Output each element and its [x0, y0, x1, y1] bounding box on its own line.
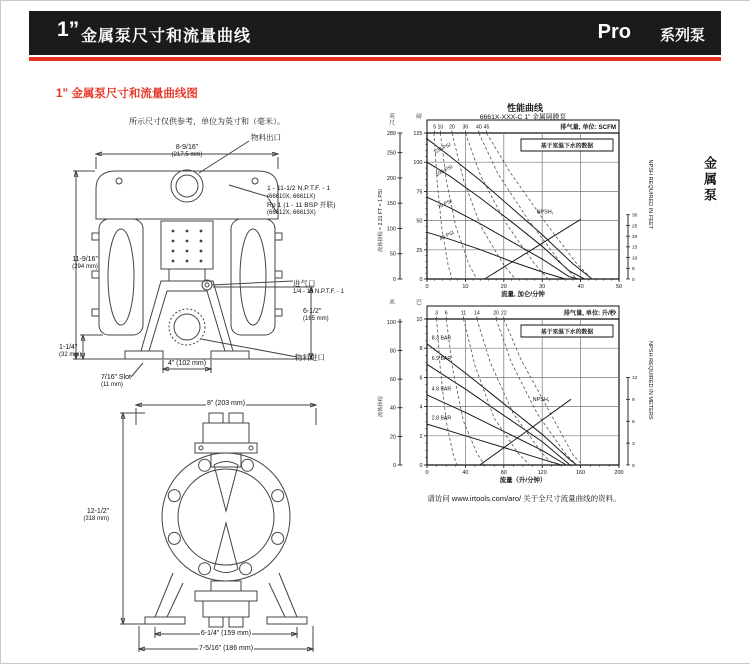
- svg-text:0: 0: [425, 470, 429, 476]
- svg-text:10: 10: [416, 317, 423, 323]
- slot-mm: (11 mm): [101, 382, 123, 389]
- footer-note: [359, 493, 689, 504]
- svg-text:2: 2: [419, 433, 423, 440]
- air-height-value: 6-1/2”: [303, 308, 322, 315]
- svg-text:45: 45: [483, 124, 490, 131]
- svg-text:0: 0: [425, 284, 429, 290]
- svg-text:基于室温下水的数据: 基于室温下水的数据: [540, 329, 594, 336]
- svg-text:0: 0: [419, 463, 423, 469]
- svg-text:5: 5: [433, 124, 437, 131]
- svg-text:22: 22: [500, 310, 507, 317]
- svg-text:80: 80: [500, 470, 507, 476]
- page-header-bar: [29, 11, 721, 55]
- side-foot-span-dim: [186, 629, 266, 638]
- side-tab-metal-pump: 金属泵: [702, 156, 717, 204]
- svg-text:120 PSI: 120 PSI: [432, 142, 453, 156]
- page-title: 金属泵尺寸和流量曲线: [81, 28, 252, 45]
- air-inlet-dim: [293, 279, 344, 297]
- foot-height-mm: (32 mm): [59, 352, 82, 359]
- svg-text:尺: 尺: [389, 120, 395, 127]
- side-base-width-dim: [186, 644, 266, 653]
- svg-text:25: 25: [632, 224, 638, 230]
- svg-text:流体扬程 ≈ 2.31 FT = 1 PSI: 流体扬程 ≈ 2.31 FT = 1 PSI: [378, 189, 384, 253]
- svg-text:NPSH REQUIRED IN FEET: NPSH REQUIRED IN FEET: [647, 159, 653, 230]
- side-foot-span-value: 6-1/4” (159 mm): [200, 630, 252, 637]
- svg-text:3: 3: [435, 310, 439, 317]
- slot-value: 7/16” Slot: [101, 374, 131, 381]
- side-height-value: 12-1/2”: [86, 508, 109, 515]
- side-width-dim: [186, 399, 266, 408]
- performance-chart-imperial: [375, 111, 675, 311]
- foot-height-dim: [59, 343, 81, 360]
- svg-text:磅: 磅: [416, 114, 422, 120]
- side-height-mm: (318 mm): [83, 516, 109, 523]
- svg-text:基于室温下水的数据: 基于室温下水的数据: [540, 143, 594, 150]
- svg-text:排气量, 单位: 升/秒: 排气量, 单位: 升/秒: [563, 310, 616, 317]
- svg-text:流量, 加仑/分钟: 流量, 加仑/分钟: [501, 291, 545, 298]
- bolt-span-value: 4” (102 mm): [167, 360, 207, 367]
- svg-text:英: 英: [389, 114, 395, 120]
- svg-text:125: 125: [413, 131, 423, 137]
- svg-text:4.8 BAR: 4.8 BAR: [431, 386, 452, 393]
- svg-text:80: 80: [389, 348, 396, 355]
- front-height-dim: [61, 255, 109, 272]
- svg-text:10: 10: [437, 124, 444, 131]
- header-size-prefix: 1”: [57, 18, 80, 41]
- svg-text:6: 6: [419, 375, 423, 382]
- svg-text:8.3 BAR: 8.3 BAR: [431, 335, 452, 342]
- thread-nptf-models: (66610X, 66611X): [267, 193, 316, 200]
- outlet-label: 物料出口: [251, 133, 281, 142]
- series-name: Pro: [597, 21, 631, 43]
- svg-text:20: 20: [493, 310, 500, 317]
- svg-text:NPSHr: NPSHr: [536, 209, 554, 216]
- air-inlet-label: 进气口: [293, 279, 316, 288]
- dimension-note: 所示尺寸仅供参考，单位为英寸和（毫米）。: [129, 117, 285, 126]
- svg-text:15: 15: [632, 245, 638, 251]
- air-height-mm: (165 mm): [303, 316, 329, 323]
- svg-text:30: 30: [632, 213, 638, 219]
- svg-text:160: 160: [576, 470, 586, 476]
- series-suffix: 系列泵: [659, 27, 705, 44]
- svg-text:10: 10: [462, 284, 469, 290]
- svg-text:40: 40: [462, 470, 469, 476]
- svg-text:6: 6: [444, 310, 448, 317]
- svg-text:50: 50: [389, 251, 396, 258]
- foot-height-value: 1-1/4”: [59, 344, 78, 351]
- front-width-mm: (217.5 mm): [171, 152, 203, 159]
- side-height-dim: [55, 507, 109, 524]
- svg-text:0: 0: [392, 463, 396, 469]
- svg-text:4: 4: [419, 404, 423, 411]
- svg-text:20: 20: [389, 434, 396, 441]
- footer-url-link[interactable]: www.irtools.com/aro/: [451, 494, 522, 503]
- svg-text:200: 200: [614, 470, 624, 476]
- svg-text:20: 20: [500, 284, 507, 290]
- svg-text:米: 米: [389, 300, 395, 306]
- svg-text:8: 8: [419, 346, 423, 353]
- svg-text:50: 50: [615, 284, 623, 290]
- front-width-value: 8-9/16”: [175, 144, 199, 151]
- svg-text:40: 40: [475, 124, 482, 131]
- svg-text:20: 20: [449, 124, 455, 131]
- svg-text:11: 11: [460, 310, 467, 317]
- side-width-value: 8” (203 mm): [206, 400, 246, 407]
- svg-text:250: 250: [386, 150, 396, 157]
- svg-text:流体扬程: 流体扬程: [378, 396, 384, 417]
- pump-side-drawing: [111, 391, 341, 657]
- svg-text:5: 5: [632, 267, 635, 273]
- svg-text:100: 100: [386, 226, 396, 233]
- svg-text:6661X-XXX-C 1” 金属隔膜泵: 6661X-XXX-C 1” 金属隔膜泵: [479, 114, 567, 121]
- thread-bsp: Rp 1 (1 - 11 BSP 并联): [267, 201, 336, 209]
- bolt-span-dim: [147, 359, 227, 368]
- svg-text:75: 75: [416, 189, 423, 196]
- svg-text:6.9 BAR: 6.9 BAR: [431, 355, 452, 362]
- front-width-dim: [147, 143, 227, 160]
- svg-text:30: 30: [462, 124, 469, 131]
- svg-text:200: 200: [386, 175, 396, 182]
- svg-text:10: 10: [632, 256, 638, 262]
- slot-dim: [101, 373, 131, 390]
- svg-text:6: 6: [632, 420, 635, 425]
- red-rule: [29, 57, 721, 61]
- svg-text:60: 60: [389, 377, 396, 384]
- svg-text:70 PSI: 70 PSI: [436, 198, 454, 211]
- svg-text:12: 12: [632, 376, 638, 382]
- svg-text:100: 100: [413, 160, 423, 167]
- pump-front-drawing: [61, 129, 361, 379]
- svg-text:120: 120: [537, 470, 547, 476]
- svg-text:40: 40: [577, 284, 584, 290]
- svg-text:100: 100: [386, 319, 396, 326]
- svg-text:289: 289: [386, 131, 396, 137]
- footer-prefix: 请访问: [427, 494, 452, 503]
- svg-text:150: 150: [386, 201, 396, 208]
- air-height-dim: [303, 307, 329, 324]
- thread-nptf: 1 - 11-1/2 N.P.T.F. - 1: [267, 185, 331, 192]
- svg-text:3: 3: [632, 441, 635, 447]
- svg-text:30: 30: [539, 284, 546, 290]
- performance-chart-metric: [375, 297, 675, 497]
- svg-text:巴: 巴: [416, 300, 422, 306]
- side-base-width-value: 7-5/16” (186 mm): [198, 645, 254, 652]
- svg-text:100 PSI: 100 PSI: [434, 164, 454, 178]
- thread-spec-block: [267, 185, 363, 218]
- svg-text:0: 0: [392, 277, 396, 283]
- svg-text:0: 0: [419, 277, 423, 283]
- svg-text:40 PSI: 40 PSI: [438, 229, 456, 243]
- svg-text:25: 25: [416, 247, 423, 254]
- front-height-mm: (294 mm): [72, 264, 98, 271]
- svg-text:0: 0: [632, 277, 635, 283]
- thread-bsp-models: (66612X, 66613X): [267, 210, 316, 217]
- svg-text:50: 50: [416, 218, 423, 225]
- svg-text:14: 14: [474, 310, 480, 317]
- svg-text:0: 0: [632, 463, 635, 469]
- footer-suffix: 关于全尺寸流量曲线的资料。: [521, 494, 621, 503]
- svg-text:40: 40: [389, 405, 396, 412]
- svg-text:2.8 BAR: 2.8 BAR: [431, 415, 452, 422]
- inlet-label: 物料进口: [295, 353, 325, 362]
- section-subtitle: 1” 金属泵尺寸和流量曲线图: [56, 88, 198, 100]
- svg-text:排气量, 单位: SCFM: 排气量, 单位: SCFM: [560, 124, 616, 131]
- air-inlet-thread: 1/4 - 18 N.P.T.F. - 1: [293, 288, 344, 295]
- front-height-value: 11-9/16”: [72, 256, 98, 263]
- svg-text:NPSHr: NPSHr: [532, 396, 550, 403]
- svg-text:NPSH REQUIRED IN METERS: NPSH REQUIRED IN METERS: [647, 340, 653, 420]
- svg-text:流量（升/分钟）: 流量（升/分钟）: [499, 477, 547, 484]
- performance-section-title: 性能曲线: [506, 103, 543, 113]
- svg-text:9: 9: [632, 398, 635, 404]
- svg-text:20: 20: [632, 234, 638, 240]
